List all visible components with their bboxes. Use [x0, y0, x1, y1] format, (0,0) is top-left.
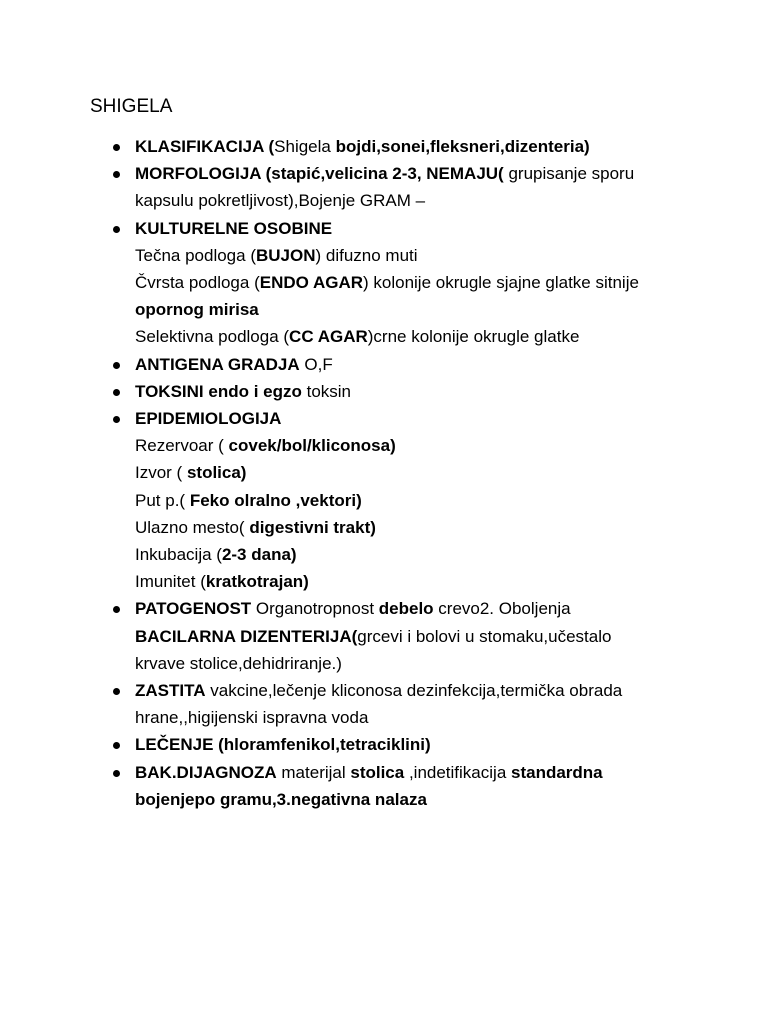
bold-text: BACILARNA DIZENTERIJA(	[135, 626, 358, 646]
bullet-icon	[113, 416, 120, 423]
text-line	[135, 269, 700, 296]
bullet-icon	[113, 606, 120, 613]
text-line	[135, 323, 700, 350]
text-segment: Ulazno mesto(	[135, 517, 250, 537]
text-segment: Put p.(	[135, 490, 190, 510]
text-line	[135, 215, 700, 242]
bold-text: bojdi,sonei,fleksneri,dizenteria)	[335, 137, 590, 156]
text-segment: O,F	[299, 354, 333, 374]
text-line	[135, 133, 700, 160]
bold-text: digestivni trakt)	[249, 517, 376, 537]
list-item	[0, 215, 700, 351]
text-line	[135, 351, 700, 378]
bold-text: KULTURELNE OSOBINE	[135, 218, 333, 238]
bullet-icon	[113, 226, 120, 233]
list-item	[0, 595, 700, 677]
bold-text: LEČENJE (hloramfenikol,tetraciklini)	[135, 735, 431, 755]
text-segment: Inkubacija (	[135, 545, 222, 565]
text-segment: Shigela	[274, 137, 336, 156]
text-line	[135, 786, 700, 813]
bullet-icon	[113, 389, 120, 396]
bold-text: standardna	[511, 762, 603, 782]
bold-text: ANTIGENA GRADJA	[135, 354, 300, 374]
bold-text: TOKSINI endo i egzo	[135, 381, 302, 401]
text-line	[135, 541, 700, 568]
text-segment: materijal	[276, 762, 351, 782]
text-segment: Čvrsta podloga (	[135, 273, 260, 293]
list-item	[0, 405, 700, 595]
text-line	[135, 242, 700, 269]
bold-text: MORFOLOGIJA (stapić,velicina 2-3, NEMAJU(	[135, 164, 504, 184]
text-segment: kapsulu pokretljivost),Bojenje GRAM –	[135, 191, 426, 211]
text-line	[135, 759, 700, 786]
text-segment: toksin	[301, 381, 352, 401]
text-segment: hrane,,higijenski ispravna voda	[135, 708, 369, 728]
bullet-icon	[113, 688, 120, 695]
text-segment: krvave stolice,dehidriranje.)	[135, 653, 342, 673]
bold-text: PATOGENOST	[135, 599, 252, 619]
text-segment: Selektivna podloga (	[135, 327, 290, 347]
text-segment: grupisanje sporu	[503, 164, 635, 184]
text-segment: crevo2. Oboljenja	[433, 599, 571, 619]
document-title: SHIGELA	[90, 96, 173, 117]
list-item	[0, 378, 700, 405]
text-segment: Imunitet (	[135, 572, 206, 592]
bold-text: debelo	[378, 599, 434, 619]
list-item	[0, 731, 700, 758]
text-segment: ,indetifikacija	[404, 762, 511, 782]
bold-text: CC AGAR	[289, 327, 368, 347]
text-line	[135, 160, 700, 187]
list-item	[0, 351, 700, 378]
text-line	[135, 568, 700, 595]
text-line	[135, 432, 700, 459]
bold-text: 2-3 dana)	[221, 545, 297, 565]
bold-text: covek/bol/kliconosa)	[228, 436, 396, 456]
bullet-icon	[113, 171, 120, 178]
text-segment: ) kolonije okrugle sjajne glatke sitnije	[363, 273, 639, 293]
text-line	[135, 623, 700, 650]
text-line	[135, 731, 700, 758]
text-segment: ) difuzno muti	[315, 245, 418, 265]
text-segment: Organotropnost	[251, 599, 379, 619]
bold-text: Feko olralno ,vektori)	[189, 490, 362, 510]
bullet-icon	[113, 144, 120, 151]
list-item	[0, 759, 700, 813]
bold-text: BAK.DIJAGNOZA	[135, 762, 277, 782]
list-item	[0, 677, 700, 731]
text-segment: )crne kolonije okrugle glatke	[367, 327, 580, 347]
text-segment: grcevi i bolovi u stomaku,učestalo	[357, 626, 612, 646]
list-item	[0, 133, 700, 160]
text-segment: vakcine,lečenje kliconosa dezinfekcija,termička obrada	[205, 681, 623, 701]
bullet-icon	[113, 362, 120, 369]
bullet-icon	[113, 742, 120, 749]
bold-text: bojenjepo gramu,3.negativna nalaza	[135, 789, 427, 809]
bold-text: ENDO AGAR	[259, 273, 363, 293]
text-line	[135, 595, 700, 622]
bold-text: KLASIFIKACIJA (	[135, 137, 275, 156]
text-line	[135, 187, 700, 214]
bullet-list	[0, 133, 700, 813]
text-segment: Izvor (	[135, 463, 187, 483]
text-line	[135, 677, 700, 704]
bullet-icon	[113, 770, 120, 777]
text-line	[135, 296, 700, 323]
bold-text: BUJON	[255, 245, 316, 265]
list-item	[0, 160, 700, 214]
bold-text: kratkotrajan)	[205, 572, 309, 592]
text-line	[135, 378, 700, 405]
text-segment: Tečna podloga (	[135, 245, 256, 265]
bold-text: opornog mirisa	[135, 300, 259, 320]
bold-text: stolica)	[186, 463, 247, 483]
text-line	[135, 704, 700, 731]
text-line	[135, 405, 700, 432]
bold-text: stolica	[350, 762, 405, 782]
text-line	[135, 514, 700, 541]
text-line	[135, 487, 700, 514]
bold-text: ZASTITA	[135, 681, 206, 701]
text-segment: Rezervoar (	[135, 436, 229, 456]
bold-text: EPIDEMIOLOGIJA	[135, 409, 282, 429]
text-line	[135, 459, 700, 486]
text-line	[135, 650, 700, 677]
